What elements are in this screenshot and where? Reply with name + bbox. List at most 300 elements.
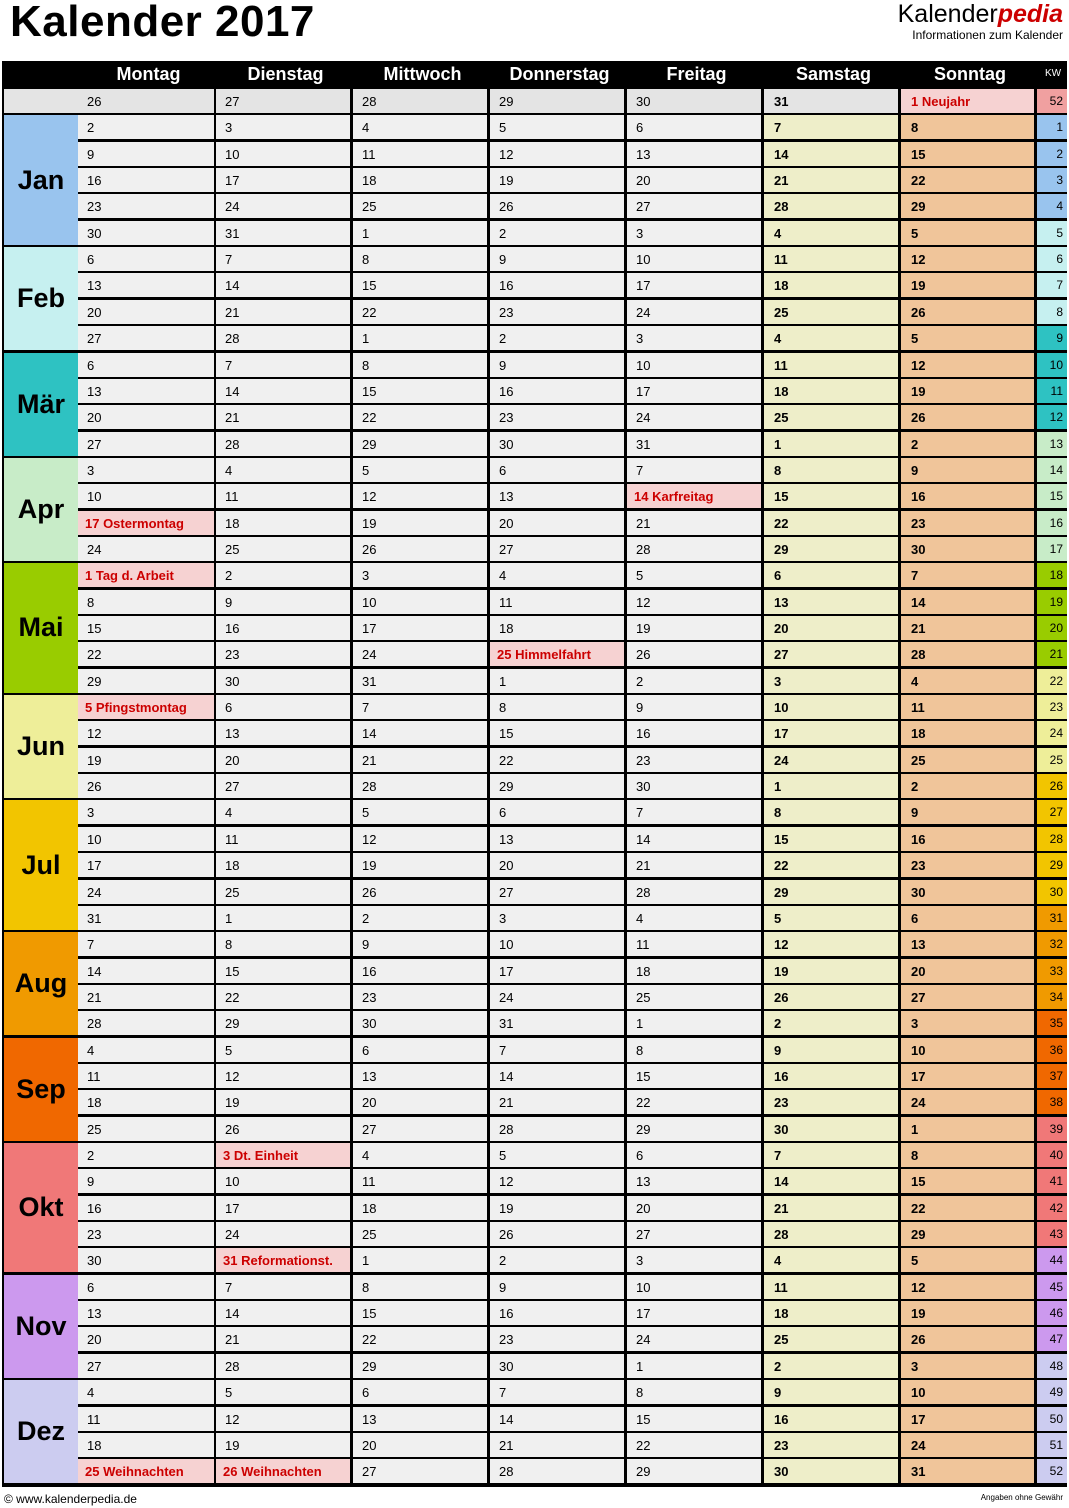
day-cell[interactable]: 10 [627, 247, 761, 271]
holiday-cell[interactable]: 26 Weihnachten [216, 1459, 350, 1483]
day-cell[interactable]: 8 [353, 353, 487, 377]
day-cell[interactable]: 8 [216, 932, 350, 956]
day-cell[interactable]: 5 [901, 221, 1034, 245]
day-cell[interactable]: 13 [216, 721, 350, 745]
day-cell[interactable]: 21 [764, 1196, 898, 1220]
day-cell[interactable]: 30 [490, 1354, 624, 1378]
day-cell[interactable]: 23 [764, 1433, 898, 1457]
day-cell[interactable]: 15 [627, 1064, 761, 1088]
day-cell[interactable]: 7 [627, 458, 761, 482]
day-cell[interactable]: 11 [764, 247, 898, 271]
day-cell[interactable]: 1 [216, 906, 350, 930]
day-cell[interactable]: 15 [353, 1301, 487, 1325]
day-cell[interactable]: 22 [764, 511, 898, 535]
day-cell[interactable]: 18 [764, 1301, 898, 1325]
day-cell[interactable]: 26 [78, 89, 214, 113]
day-cell[interactable]: 1 [901, 1117, 1034, 1141]
day-cell[interactable]: 7 [490, 1380, 624, 1404]
holiday-cell[interactable]: 17 Ostermontag [78, 511, 214, 535]
day-cell[interactable]: 2 [490, 221, 624, 245]
day-cell[interactable]: 26 [216, 1117, 350, 1141]
day-cell[interactable]: 7 [901, 563, 1034, 587]
day-cell[interactable]: 29 [627, 1459, 761, 1483]
day-cell[interactable]: 13 [627, 142, 761, 166]
day-cell[interactable]: 5 [353, 800, 487, 824]
day-cell[interactable]: 31 [490, 1011, 624, 1035]
day-cell[interactable]: 16 [490, 273, 624, 297]
day-cell[interactable]: 28 [353, 89, 487, 113]
day-cell[interactable]: 16 [764, 1064, 898, 1088]
day-cell[interactable]: 29 [353, 1354, 487, 1378]
day-cell[interactable]: 3 [78, 458, 214, 482]
day-cell[interactable]: 29 [78, 669, 214, 693]
day-cell[interactable]: 23 [78, 1222, 214, 1246]
day-cell[interactable]: 30 [901, 537, 1034, 561]
day-cell[interactable]: 27 [901, 985, 1034, 1009]
day-cell[interactable]: 27 [78, 326, 214, 350]
day-cell[interactable]: 14 [216, 379, 350, 403]
day-cell[interactable]: 13 [490, 827, 624, 851]
day-cell[interactable]: 19 [353, 511, 487, 535]
day-cell[interactable]: 2 [78, 115, 214, 139]
holiday-cell[interactable]: 25 Weihnachten [78, 1459, 214, 1483]
day-cell[interactable]: 15 [490, 721, 624, 745]
day-cell[interactable]: 16 [901, 484, 1034, 508]
day-cell[interactable]: 9 [764, 1038, 898, 1062]
day-cell[interactable]: 8 [627, 1380, 761, 1404]
day-cell[interactable]: 26 [353, 537, 487, 561]
day-cell[interactable]: 7 [353, 695, 487, 719]
day-cell[interactable]: 7 [764, 1143, 898, 1167]
day-cell[interactable]: 13 [78, 1301, 214, 1325]
day-cell[interactable]: 23 [490, 405, 624, 429]
day-cell[interactable]: 4 [353, 1143, 487, 1167]
holiday-cell[interactable]: 3 Dt. Einheit [216, 1143, 350, 1167]
day-cell[interactable]: 24 [627, 1327, 761, 1351]
day-cell[interactable]: 19 [901, 273, 1034, 297]
day-cell[interactable]: 20 [353, 1090, 487, 1114]
day-cell[interactable]: 29 [490, 89, 624, 113]
day-cell[interactable]: 5 [901, 1248, 1034, 1272]
day-cell[interactable]: 10 [216, 142, 350, 166]
day-cell[interactable]: 16 [78, 1196, 214, 1220]
day-cell[interactable]: 25 [353, 1222, 487, 1246]
day-cell[interactable]: 8 [901, 115, 1034, 139]
day-cell[interactable]: 28 [490, 1459, 624, 1483]
day-cell[interactable]: 28 [216, 432, 350, 456]
day-cell[interactable]: 4 [764, 326, 898, 350]
day-cell[interactable]: 1 [353, 1248, 487, 1272]
day-cell[interactable]: 28 [216, 326, 350, 350]
day-cell[interactable]: 28 [216, 1354, 350, 1378]
day-cell[interactable]: 18 [627, 959, 761, 983]
day-cell[interactable]: 16 [490, 379, 624, 403]
day-cell[interactable]: 24 [901, 1090, 1034, 1114]
day-cell[interactable]: 15 [353, 379, 487, 403]
day-cell[interactable]: 11 [627, 932, 761, 956]
day-cell[interactable]: 7 [78, 932, 214, 956]
day-cell[interactable]: 14 [764, 142, 898, 166]
day-cell[interactable]: 5 [490, 1143, 624, 1167]
day-cell[interactable]: 26 [353, 880, 487, 904]
day-cell[interactable]: 13 [353, 1064, 487, 1088]
day-cell[interactable]: 16 [216, 616, 350, 640]
day-cell[interactable]: 14 [490, 1064, 624, 1088]
day-cell[interactable]: 1 [353, 221, 487, 245]
day-cell[interactable]: 21 [216, 405, 350, 429]
day-cell[interactable]: 9 [78, 142, 214, 166]
day-cell[interactable]: 13 [764, 590, 898, 614]
day-cell[interactable]: 29 [490, 774, 624, 798]
day-cell[interactable]: 9 [627, 695, 761, 719]
day-cell[interactable]: 28 [627, 537, 761, 561]
day-cell[interactable]: 9 [78, 1169, 214, 1193]
day-cell[interactable]: 9 [490, 353, 624, 377]
day-cell[interactable]: 28 [901, 642, 1034, 666]
day-cell[interactable]: 22 [764, 853, 898, 877]
day-cell[interactable]: 16 [764, 1407, 898, 1431]
day-cell[interactable]: 12 [490, 142, 624, 166]
day-cell[interactable]: 13 [901, 932, 1034, 956]
day-cell[interactable]: 30 [627, 774, 761, 798]
day-cell[interactable]: 5 [216, 1380, 350, 1404]
day-cell[interactable]: 7 [627, 800, 761, 824]
day-cell[interactable]: 19 [490, 1196, 624, 1220]
day-cell[interactable]: 6 [764, 563, 898, 587]
day-cell[interactable]: 15 [78, 616, 214, 640]
day-cell[interactable]: 24 [78, 537, 214, 561]
day-cell[interactable]: 11 [901, 695, 1034, 719]
day-cell[interactable]: 1 [627, 1354, 761, 1378]
day-cell[interactable]: 4 [78, 1380, 214, 1404]
day-cell[interactable]: 4 [764, 1248, 898, 1272]
day-cell[interactable]: 20 [78, 1327, 214, 1351]
day-cell[interactable]: 6 [490, 458, 624, 482]
day-cell[interactable]: 27 [627, 194, 761, 218]
day-cell[interactable]: 3 [216, 115, 350, 139]
day-cell[interactable]: 25 [764, 405, 898, 429]
day-cell[interactable]: 4 [764, 221, 898, 245]
day-cell[interactable]: 6 [353, 1038, 487, 1062]
day-cell[interactable]: 8 [353, 247, 487, 271]
day-cell[interactable]: 6 [216, 695, 350, 719]
day-cell[interactable]: 11 [764, 1275, 898, 1299]
day-cell[interactable]: 19 [216, 1090, 350, 1114]
day-cell[interactable]: 13 [78, 273, 214, 297]
day-cell[interactable]: 18 [764, 379, 898, 403]
day-cell[interactable]: 19 [490, 168, 624, 192]
day-cell[interactable]: 21 [490, 1090, 624, 1114]
day-cell[interactable]: 26 [490, 194, 624, 218]
day-cell[interactable]: 26 [627, 642, 761, 666]
day-cell[interactable]: 27 [490, 880, 624, 904]
day-cell[interactable]: 10 [216, 1169, 350, 1193]
day-cell[interactable]: 9 [901, 800, 1034, 824]
day-cell[interactable]: 5 [627, 563, 761, 587]
day-cell[interactable]: 27 [353, 1459, 487, 1483]
day-cell[interactable]: 1 [353, 326, 487, 350]
day-cell[interactable]: 17 [627, 1301, 761, 1325]
day-cell[interactable]: 11 [490, 590, 624, 614]
day-cell[interactable]: 6 [78, 1275, 214, 1299]
day-cell[interactable]: 31 [353, 669, 487, 693]
day-cell[interactable]: 19 [764, 959, 898, 983]
day-cell[interactable]: 8 [764, 800, 898, 824]
day-cell[interactable]: 11 [216, 484, 350, 508]
day-cell[interactable]: 10 [78, 484, 214, 508]
day-cell[interactable]: 5 [764, 906, 898, 930]
day-cell[interactable]: 14 [627, 827, 761, 851]
day-cell[interactable]: 30 [216, 669, 350, 693]
day-cell[interactable]: 11 [353, 142, 487, 166]
day-cell[interactable]: 20 [627, 1196, 761, 1220]
day-cell[interactable]: 25 [901, 748, 1034, 772]
day-cell[interactable]: 23 [901, 853, 1034, 877]
day-cell[interactable]: 21 [216, 1327, 350, 1351]
day-cell[interactable]: 17 [490, 959, 624, 983]
day-cell[interactable]: 15 [764, 827, 898, 851]
footer-copyright[interactable]: © www.kalenderpedia.de [4, 1492, 137, 1506]
day-cell[interactable]: 7 [216, 1275, 350, 1299]
day-cell[interactable]: 4 [627, 906, 761, 930]
day-cell[interactable]: 6 [353, 1380, 487, 1404]
day-cell[interactable]: 14 [490, 1407, 624, 1431]
day-cell[interactable]: 11 [216, 827, 350, 851]
day-cell[interactable]: 22 [627, 1090, 761, 1114]
day-cell[interactable]: 10 [490, 932, 624, 956]
day-cell[interactable]: 29 [216, 1011, 350, 1035]
day-cell[interactable]: 14 [216, 273, 350, 297]
day-cell[interactable]: 4 [216, 800, 350, 824]
holiday-cell[interactable]: 1 Tag d. Arbeit [78, 563, 214, 587]
day-cell[interactable]: 28 [353, 774, 487, 798]
day-cell[interactable]: 30 [764, 1459, 898, 1483]
day-cell[interactable]: 2 [764, 1354, 898, 1378]
day-cell[interactable]: 21 [901, 616, 1034, 640]
day-cell[interactable]: 23 [627, 748, 761, 772]
day-cell[interactable]: 26 [901, 405, 1034, 429]
day-cell[interactable]: 27 [216, 89, 350, 113]
day-cell[interactable]: 22 [216, 985, 350, 1009]
day-cell[interactable]: 13 [627, 1169, 761, 1193]
day-cell[interactable]: 30 [78, 1248, 214, 1272]
day-cell[interactable]: 29 [901, 194, 1034, 218]
day-cell[interactable]: 26 [901, 1327, 1034, 1351]
day-cell[interactable]: 5 [901, 326, 1034, 350]
day-cell[interactable]: 6 [78, 353, 214, 377]
day-cell[interactable]: 24 [627, 300, 761, 324]
day-cell[interactable]: 31 [764, 89, 898, 113]
brand-logo[interactable] [898, 0, 1063, 41]
day-cell[interactable]: 7 [216, 353, 350, 377]
day-cell[interactable]: 21 [78, 985, 214, 1009]
day-cell[interactable]: 30 [353, 1011, 487, 1035]
day-cell[interactable]: 27 [353, 1117, 487, 1141]
day-cell[interactable]: 27 [216, 774, 350, 798]
day-cell[interactable]: 25 [764, 300, 898, 324]
day-cell[interactable]: 21 [216, 300, 350, 324]
day-cell[interactable]: 8 [353, 1275, 487, 1299]
day-cell[interactable]: 10 [353, 590, 487, 614]
day-cell[interactable]: 23 [764, 1090, 898, 1114]
day-cell[interactable]: 25 [764, 1327, 898, 1351]
day-cell[interactable]: 9 [216, 590, 350, 614]
day-cell[interactable]: 17 [78, 853, 214, 877]
day-cell[interactable]: 7 [216, 247, 350, 271]
day-cell[interactable]: 23 [353, 985, 487, 1009]
day-cell[interactable]: 4 [490, 563, 624, 587]
day-cell[interactable]: 12 [353, 827, 487, 851]
day-cell[interactable]: 17 [216, 1196, 350, 1220]
day-cell[interactable]: 20 [901, 959, 1034, 983]
day-cell[interactable]: 15 [353, 273, 487, 297]
day-cell[interactable]: 4 [901, 669, 1034, 693]
day-cell[interactable]: 23 [490, 1327, 624, 1351]
day-cell[interactable]: 28 [764, 1222, 898, 1246]
day-cell[interactable]: 1 [627, 1011, 761, 1035]
day-cell[interactable]: 22 [353, 405, 487, 429]
day-cell[interactable]: 2 [353, 906, 487, 930]
day-cell[interactable]: 15 [627, 1407, 761, 1431]
day-cell[interactable]: 23 [78, 194, 214, 218]
day-cell[interactable]: 11 [78, 1407, 214, 1431]
day-cell[interactable]: 2 [490, 1248, 624, 1272]
day-cell[interactable]: 6 [901, 906, 1034, 930]
day-cell[interactable]: 8 [764, 458, 898, 482]
day-cell[interactable]: 31 [78, 906, 214, 930]
day-cell[interactable]: 28 [490, 1117, 624, 1141]
day-cell[interactable]: 10 [764, 695, 898, 719]
holiday-cell[interactable]: 31 Reformationst. [216, 1248, 350, 1272]
day-cell[interactable]: 2 [78, 1143, 214, 1167]
day-cell[interactable]: 31 [901, 1459, 1034, 1483]
day-cell[interactable]: 8 [490, 695, 624, 719]
day-cell[interactable]: 19 [901, 1301, 1034, 1325]
day-cell[interactable]: 30 [490, 432, 624, 456]
day-cell[interactable]: 23 [901, 511, 1034, 535]
day-cell[interactable]: 16 [901, 827, 1034, 851]
day-cell[interactable]: 12 [764, 932, 898, 956]
day-cell[interactable]: 18 [216, 511, 350, 535]
day-cell[interactable]: 22 [353, 300, 487, 324]
day-cell[interactable]: 2 [216, 563, 350, 587]
day-cell[interactable]: 24 [353, 642, 487, 666]
day-cell[interactable]: 29 [764, 880, 898, 904]
day-cell[interactable]: 4 [353, 115, 487, 139]
day-cell[interactable]: 18 [78, 1090, 214, 1114]
day-cell[interactable]: 19 [627, 616, 761, 640]
day-cell[interactable]: 28 [764, 194, 898, 218]
day-cell[interactable]: 9 [490, 1275, 624, 1299]
day-cell[interactable]: 1 [490, 669, 624, 693]
day-cell[interactable]: 10 [901, 1380, 1034, 1404]
day-cell[interactable]: 10 [627, 353, 761, 377]
day-cell[interactable]: 21 [353, 748, 487, 772]
day-cell[interactable]: 10 [901, 1038, 1034, 1062]
day-cell[interactable]: 12 [78, 721, 214, 745]
day-cell[interactable]: 3 [627, 221, 761, 245]
day-cell[interactable]: 3 [901, 1354, 1034, 1378]
day-cell[interactable]: 18 [901, 721, 1034, 745]
day-cell[interactable]: 22 [627, 1433, 761, 1457]
day-cell[interactable]: 12 [216, 1064, 350, 1088]
day-cell[interactable]: 24 [78, 880, 214, 904]
day-cell[interactable]: 12 [901, 247, 1034, 271]
day-cell[interactable]: 18 [216, 853, 350, 877]
day-cell[interactable]: 25 [216, 537, 350, 561]
day-cell[interactable]: 16 [353, 959, 487, 983]
day-cell[interactable]: 24 [901, 1433, 1034, 1457]
day-cell[interactable]: 26 [901, 300, 1034, 324]
day-cell[interactable]: 19 [216, 1433, 350, 1457]
day-cell[interactable]: 1 [764, 774, 898, 798]
day-cell[interactable]: 18 [490, 616, 624, 640]
day-cell[interactable]: 15 [764, 484, 898, 508]
day-cell[interactable]: 14 [78, 959, 214, 983]
day-cell[interactable]: 16 [490, 1301, 624, 1325]
day-cell[interactable]: 13 [490, 484, 624, 508]
day-cell[interactable]: 2 [901, 774, 1034, 798]
day-cell[interactable]: 12 [901, 1275, 1034, 1299]
day-cell[interactable]: 15 [901, 142, 1034, 166]
day-cell[interactable]: 14 [764, 1169, 898, 1193]
day-cell[interactable]: 15 [216, 959, 350, 983]
day-cell[interactable]: 2 [490, 326, 624, 350]
day-cell[interactable]: 24 [627, 405, 761, 429]
day-cell[interactable]: 14 [353, 721, 487, 745]
day-cell[interactable]: 26 [490, 1222, 624, 1246]
day-cell[interactable]: 21 [764, 168, 898, 192]
day-cell[interactable]: 27 [490, 537, 624, 561]
day-cell[interactable]: 6 [490, 800, 624, 824]
day-cell[interactable]: 22 [490, 748, 624, 772]
day-cell[interactable]: 3 [627, 1248, 761, 1272]
day-cell[interactable]: 5 [353, 458, 487, 482]
day-cell[interactable]: 4 [216, 458, 350, 482]
day-cell[interactable]: 10 [78, 827, 214, 851]
day-cell[interactable]: 10 [627, 1275, 761, 1299]
day-cell[interactable]: 16 [78, 168, 214, 192]
day-cell[interactable]: 24 [216, 194, 350, 218]
day-cell[interactable]: 17 [216, 168, 350, 192]
day-cell[interactable]: 11 [78, 1064, 214, 1088]
day-cell[interactable]: 27 [627, 1222, 761, 1246]
day-cell[interactable]: 24 [490, 985, 624, 1009]
day-cell[interactable]: 21 [490, 1433, 624, 1457]
day-cell[interactable]: 29 [353, 432, 487, 456]
day-cell[interactable]: 2 [901, 432, 1034, 456]
day-cell[interactable]: 5 [490, 115, 624, 139]
day-cell[interactable]: 18 [764, 273, 898, 297]
day-cell[interactable]: 2 [764, 1011, 898, 1035]
day-cell[interactable]: 3 [627, 326, 761, 350]
day-cell[interactable]: 17 [353, 616, 487, 640]
day-cell[interactable]: 27 [764, 642, 898, 666]
day-cell[interactable]: 17 [901, 1407, 1034, 1431]
day-cell[interactable]: 26 [764, 985, 898, 1009]
day-cell[interactable]: 17 [627, 273, 761, 297]
day-cell[interactable]: 30 [627, 89, 761, 113]
day-cell[interactable]: 31 [216, 221, 350, 245]
day-cell[interactable]: 20 [353, 1433, 487, 1457]
holiday-cell[interactable]: 14 Karfreitag [627, 484, 761, 508]
day-cell[interactable]: 9 [901, 458, 1034, 482]
day-cell[interactable]: 30 [901, 880, 1034, 904]
day-cell[interactable]: 22 [901, 168, 1034, 192]
day-cell[interactable]: 22 [901, 1196, 1034, 1220]
day-cell[interactable]: 20 [78, 300, 214, 324]
day-cell[interactable]: 26 [78, 774, 214, 798]
